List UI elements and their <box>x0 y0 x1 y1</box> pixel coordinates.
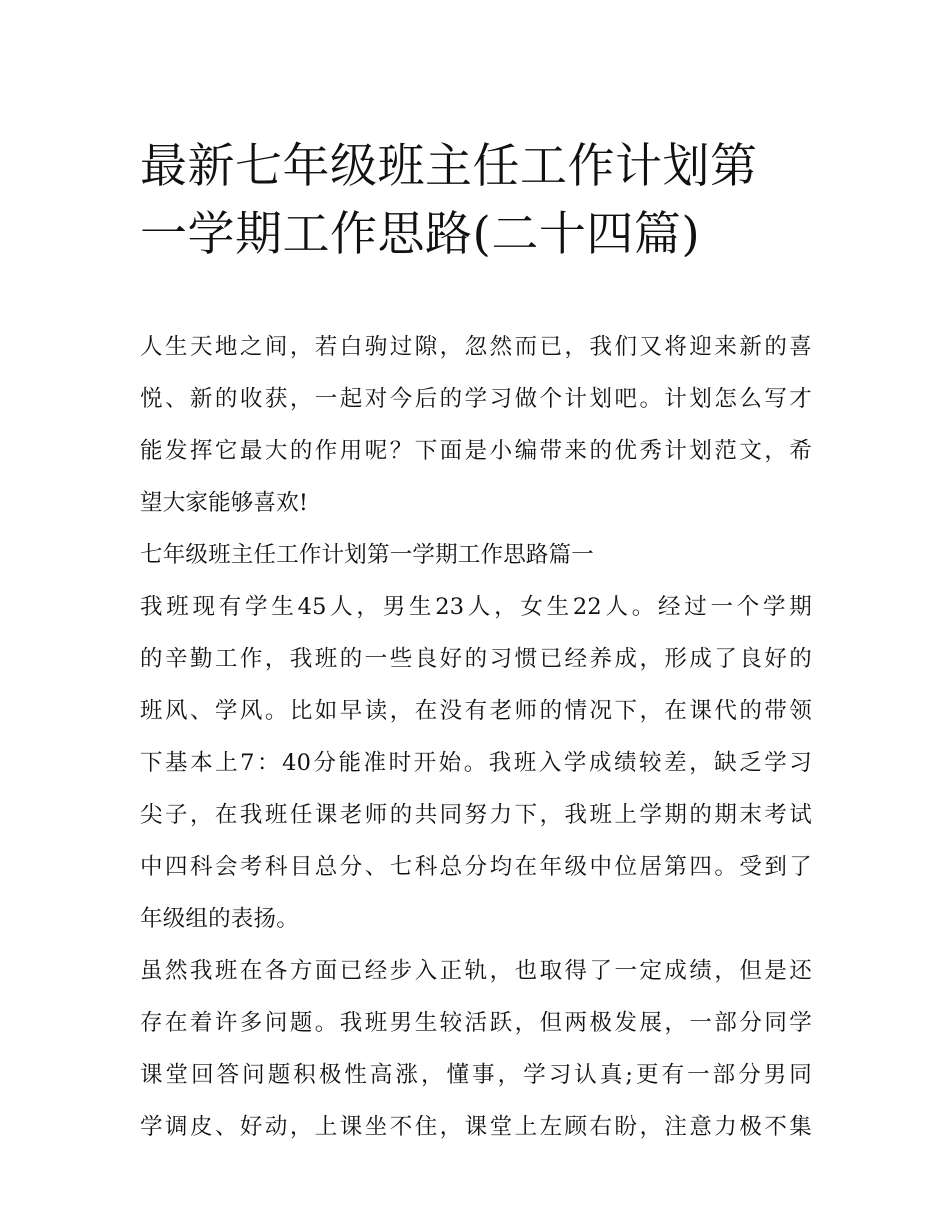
text-line: 存在着许多问题。我班男生较活跃，但两极发展，一部分同学 <box>140 1009 812 1036</box>
text-line: 能发挥它最大的作用呢？下面是小编带来的优秀计划范文，希 <box>140 437 812 464</box>
intro-paragraph <box>140 321 812 529</box>
text-line: 下基本上7：40分能准时开始。我班入学成绩较差，缺乏学习 <box>140 749 812 776</box>
section-heading <box>140 529 812 581</box>
text-line: 虽然我班在各方面已经步入正轨，也取得了一定成绩，但是还 <box>140 957 812 984</box>
heading-line: 七年级班主任工作计划第一学期工作思路篇一 <box>140 541 595 568</box>
text-line: 尖子，在我班任课老师的共同努力下，我班上学期的期末考试 <box>140 801 812 828</box>
text-line: 班风、学风。比如早读，在没有老师的情况下，在课代的带领 <box>140 697 812 724</box>
document-page <box>140 112 812 1153</box>
text-line: 悦、新的收获，一起对今后的学习做个计划吧。计划怎么写才 <box>140 385 812 412</box>
title-line: 最新七年级班主任工作计划第 <box>140 139 758 195</box>
text-line: 我班现有学生45人，男生23人，女生22人。经过一个学期 <box>140 593 812 620</box>
text-line: 的辛勤工作，我班的一些良好的习惯已经养成，形成了良好的 <box>140 645 812 672</box>
problems-paragraph <box>140 945 812 1153</box>
text-line: 学调皮、好动，上课坐不住，课堂上左顾右盼，注意力极不集 <box>140 1113 812 1140</box>
document-title <box>140 133 812 269</box>
class-overview-paragraph <box>140 581 812 945</box>
text-line: 年级组的表扬。 <box>140 905 299 932</box>
text-line: 人生天地之间，若白驹过隙，忽然而已，我们又将迎来新的喜 <box>140 333 812 360</box>
text-line: 中四科会考科目总分、七科总分均在年级中位居第四。受到了 <box>140 853 812 880</box>
text-line: 课堂回答问题积极性高涨，懂事，学习认真;更有一部分男同 <box>140 1061 812 1088</box>
title-line: 一学期工作思路(二十四篇) <box>140 207 701 263</box>
text-line: 望大家能够喜欢! <box>140 489 309 516</box>
